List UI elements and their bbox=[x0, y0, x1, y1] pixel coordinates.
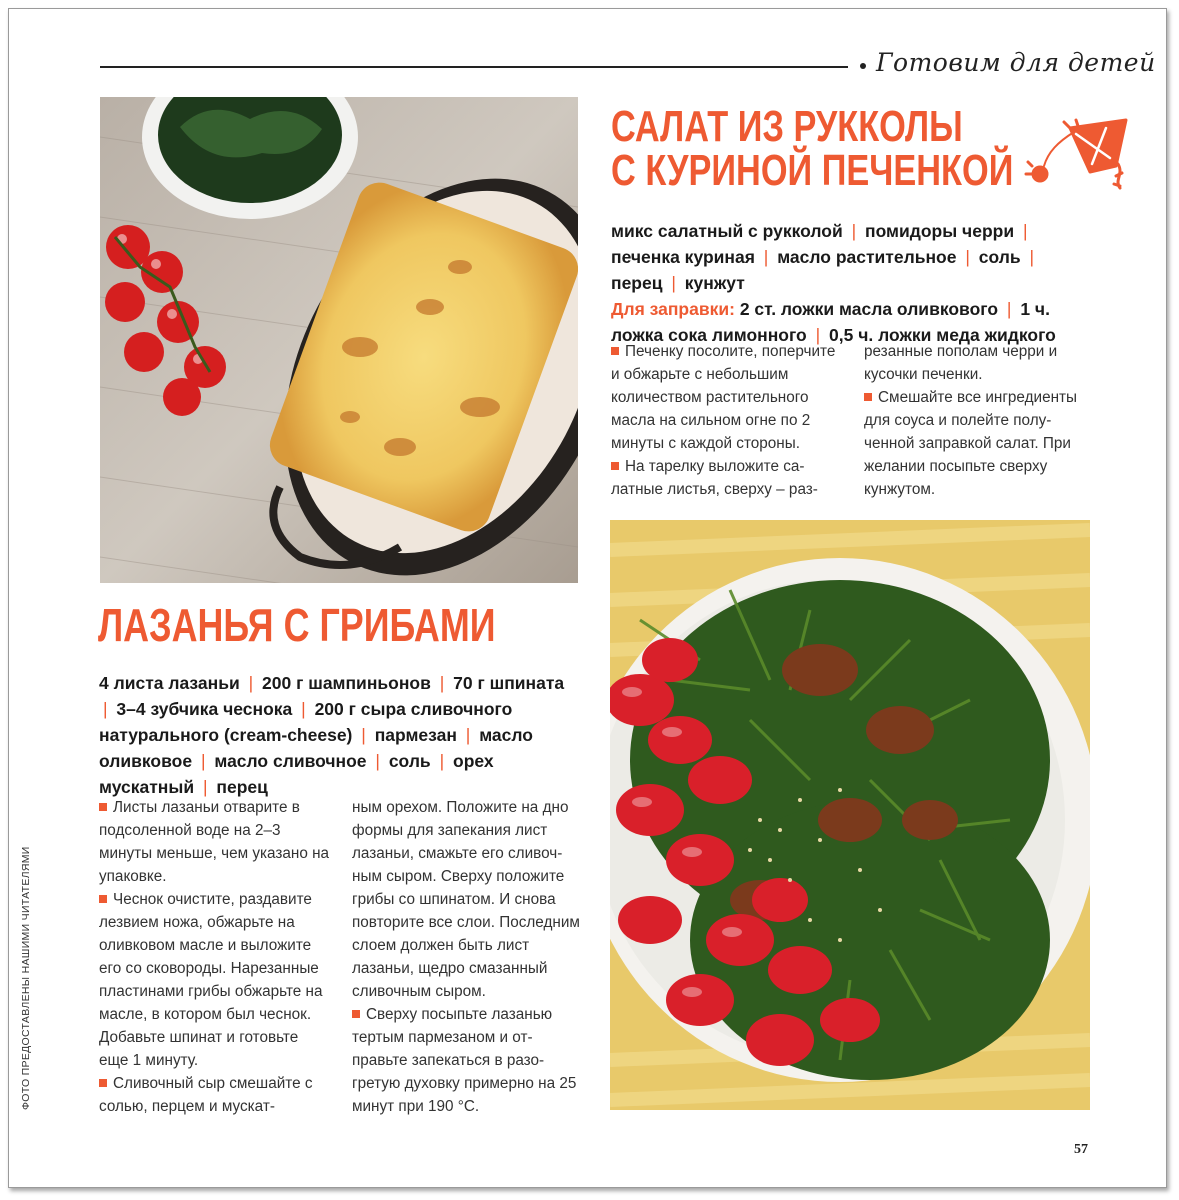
ingredient-separator: | bbox=[103, 699, 108, 719]
bullet-square-icon bbox=[99, 1079, 107, 1087]
ingredient-separator: | bbox=[375, 751, 380, 771]
recipe-step bbox=[864, 386, 1092, 501]
bullet-square-icon bbox=[611, 347, 619, 355]
ingredient-separator: | bbox=[1029, 247, 1035, 267]
ingredient-item: 200 г сыра сливочного натурального (cream-cheese) bbox=[99, 699, 513, 745]
lasagna-steps-col1 bbox=[99, 796, 331, 1118]
ingredient-item: 3–4 зубчика чеснока bbox=[116, 699, 293, 719]
ingredient-separator: | bbox=[671, 273, 676, 293]
bullet-square-icon bbox=[99, 803, 107, 811]
ingredient-item: орех мускатный bbox=[99, 751, 494, 797]
recipe-step-text: ным орехом. Положите на дно формы для запекания лист лазаньи, смажьте его сливочным сыром. Сверху положите грибы со шпинатом. И снова повторите все слои. Последним слоем должен быть лист лазаньи, щедро смазанный сливочным сыром. bbox=[352, 799, 580, 1000]
salad-steps-col1 bbox=[611, 340, 843, 501]
dressing-item: 1 ч. ложка сока лимонного bbox=[611, 299, 1050, 345]
salad-steps-col2 bbox=[864, 340, 1092, 501]
ingredient-separator: | bbox=[965, 247, 970, 267]
ingredient-item: перец bbox=[611, 273, 663, 293]
ingredient-item: 200 г шампиньонов bbox=[262, 673, 431, 693]
ingredient-separator: | bbox=[763, 247, 769, 267]
recipe-step-text: Смешайте все ингредиенты для соуса и полейте полученной заправкой салат. При желании посыпьте сверху кунжутом. bbox=[864, 389, 1078, 498]
recipe-step bbox=[352, 796, 580, 1003]
section-label: Готовим для детей bbox=[876, 48, 1156, 77]
recipe-step-text: Печенку посолите, поперчите и обжарьте с небольшим количеством растительного масла на сильном огне по 2 минуты с каждой стороны. bbox=[611, 343, 836, 452]
ingredient-separator: | bbox=[439, 673, 445, 693]
ingredient-item: кунжут bbox=[684, 273, 745, 293]
bullet-square-icon bbox=[352, 1010, 360, 1018]
recipe-step bbox=[864, 340, 1092, 386]
recipe-step bbox=[611, 455, 843, 501]
dressing-item: 2 ст. ложки масла оливкового bbox=[739, 299, 999, 319]
dressing-label: Для заправки: bbox=[611, 299, 735, 319]
salad-ingredients bbox=[611, 218, 1091, 348]
dressing-item: 0,5 ч. ложки меда жидкого bbox=[829, 325, 1056, 345]
recipe-step bbox=[99, 1072, 331, 1118]
ingredient-separator: | bbox=[465, 725, 471, 745]
ingredient-item: 4 листа лазаньи bbox=[99, 673, 240, 693]
ingredient-item: перец bbox=[216, 777, 268, 797]
ingredient-separator: | bbox=[1006, 299, 1012, 319]
recipe-step bbox=[99, 888, 331, 1072]
bullet-square-icon bbox=[99, 895, 107, 903]
ingredient-separator: | bbox=[301, 699, 306, 719]
ingredient-item: соль bbox=[978, 247, 1021, 267]
recipe-step-text: Сверху посыпьте лазанью тертым пармезаном и отправьте запекаться в разогретую духовку примерно на 25 минут при 190 °С. bbox=[352, 1006, 577, 1115]
ingredient-item: масло растительное bbox=[777, 247, 957, 267]
ingredient-separator: | bbox=[202, 777, 208, 797]
ingredient-separator: | bbox=[1022, 221, 1028, 241]
ingredient-separator: | bbox=[248, 673, 254, 693]
ingredient-item: помидоры черри bbox=[865, 221, 1015, 241]
page-number: 57 bbox=[1074, 1142, 1088, 1157]
recipe-step-text: Чеснок очистите, раздавите лезвием ножа, обжарьте на оливковом масле и выложите его со сковороды. Нарезанные пластинами грибы обжарьте на масле, в котором был чеснок. Добавьте шпинат и готовьте еще 1 минуту. bbox=[99, 891, 323, 1069]
recipe-step-text: Листы лазаньи отварите в подсоленной воде на 2–3 минуты меньше, чем указано на упаковке. bbox=[99, 799, 330, 885]
ingredient-separator: | bbox=[361, 725, 366, 745]
recipe-step bbox=[352, 1003, 580, 1118]
recipe-step-text: На тарелку выложите салатные листья, сверху – раз- bbox=[611, 458, 818, 498]
recipe-step bbox=[99, 796, 331, 888]
recipe-step-text: Сливочный сыр смешайте с солью, перцем и мускат- bbox=[99, 1075, 313, 1115]
ingredient-item: соль bbox=[388, 751, 431, 771]
photo-credit: ФОТО ПРЕДОСТАВЛЕНЫ НАШИМИ ЧИТАТЕЛЯМИ bbox=[20, 846, 32, 1110]
ingredient-separator: | bbox=[851, 221, 857, 241]
recipe-step bbox=[611, 340, 843, 455]
header-rule bbox=[100, 66, 848, 68]
ingredient-item: 70 г шпината bbox=[453, 673, 565, 693]
ingredient-separator: | bbox=[200, 751, 206, 771]
lasagna-title: ЛАЗАНЬЯ С ГРИБАМИ bbox=[98, 599, 496, 651]
recipe-step-text: резанные пополам черри и кусочки печенки. bbox=[864, 343, 1058, 383]
ingredient-separator: | bbox=[815, 325, 821, 345]
ingredient-item: пармезан bbox=[374, 725, 457, 745]
ingredient-item: масло оливковое bbox=[99, 725, 533, 771]
salad-title-line2: С КУРИНОЙ ПЕЧЕНКОЙ bbox=[611, 146, 1014, 195]
ingredient-item: масло сливочное bbox=[214, 751, 367, 771]
salad-title-line1: САЛАТ ИЗ РУККОЛЫ bbox=[611, 102, 963, 151]
salad-photo bbox=[610, 520, 1090, 1110]
bullet-square-icon bbox=[864, 393, 872, 401]
lasagna-ingredients bbox=[99, 670, 579, 800]
header-rule-dot bbox=[860, 63, 866, 69]
ingredient-item: печенка куриная bbox=[611, 247, 755, 267]
ingredient-item: микс салатный с рукколой bbox=[611, 221, 843, 241]
kite-icon bbox=[1018, 118, 1140, 198]
lasagna-steps-col2 bbox=[352, 796, 580, 1118]
bullet-square-icon bbox=[611, 462, 619, 470]
ingredient-separator: | bbox=[439, 751, 445, 771]
lasagna-photo bbox=[100, 97, 578, 583]
